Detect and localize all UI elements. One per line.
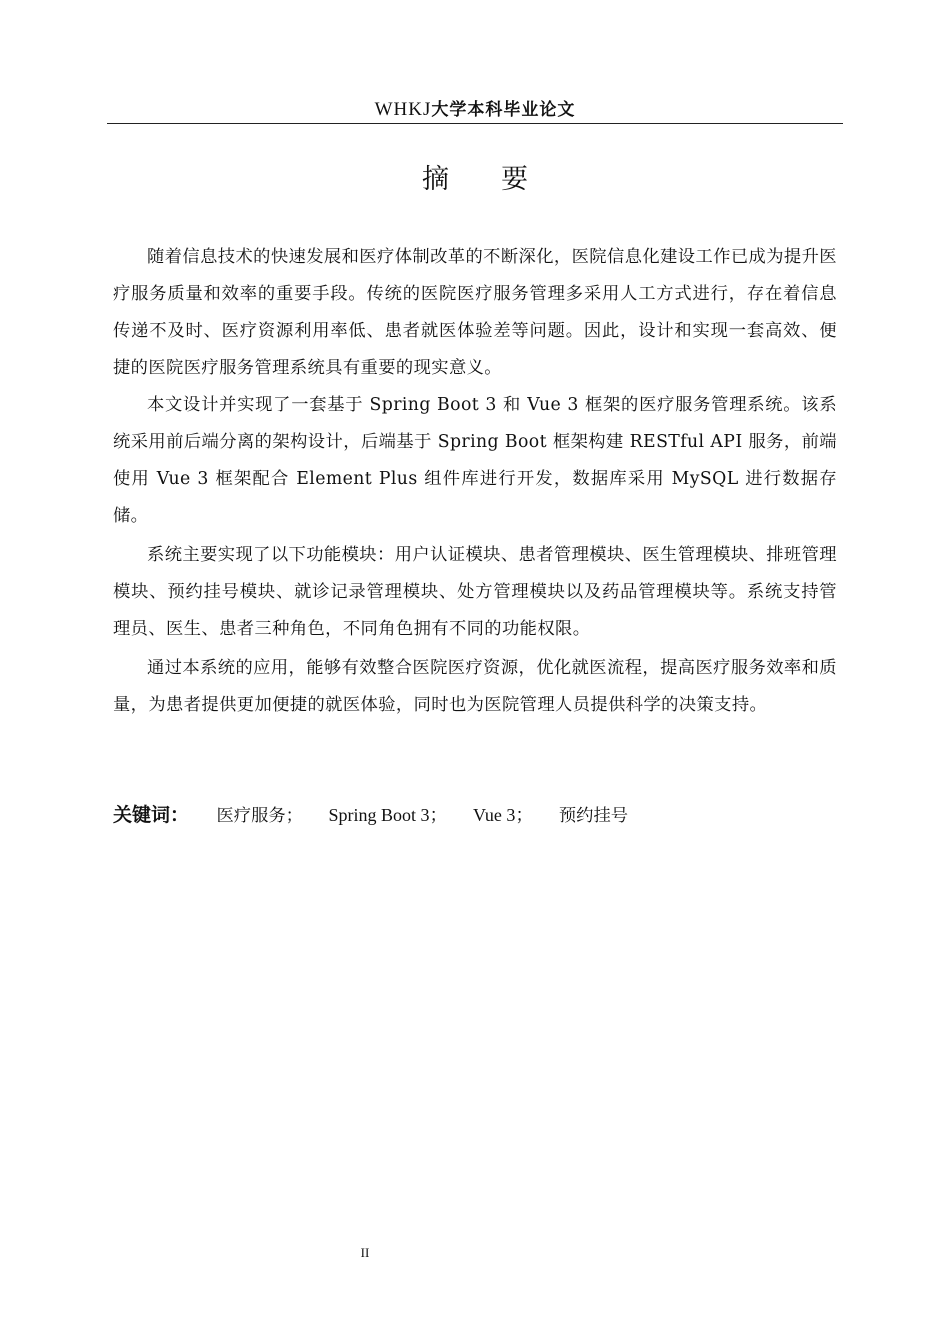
page-number: II [360, 1245, 370, 1260]
abstract-title-char-1: 摘 [422, 164, 449, 195]
abstract-body [113, 239, 837, 724]
abstract-paragraph-4: 通过本系统的应用，能够有效整合医院医疗资源，优化就医流程，提高医疗服务效率和质量，为患者提供更加便捷的就医体验，同时也为医院管理人员提供科学的决策支持。 [113, 658, 837, 715]
abstract-paragraph-1: 随着信息技术的快速发展和医疗体制改革的不断深化，医院信息化建设工作已成为提升医疗服务质量和效率的重要手段。传统的医院医疗服务管理多采用人工方式进行，存在着信息传递不及时、医疗资源利用率低、患者就医体验差等问题。因此，设计和实现一套高效、便捷的医院医疗服务管理系统具有重要的现实意义。 [113, 247, 837, 378]
running-header [107, 96, 843, 124]
keywords-line [113, 800, 837, 831]
abstract-paragraph-2: 本文设计并实现了一套基于 Spring Boot 3 和 Vue 3 框架的医疗服务管理系统。该系统采用前后端分离的架构设计，后端基于 Spring Boot 框架构建 RESTful API 服务，前端使用 Vue 3 框架配合 Element Plus 组件库进行开发，数据库采用 MySQL 进行数据存储。 [113, 395, 837, 526]
abstract-title [107, 160, 843, 200]
keyword-item: 预约挂号 [558, 806, 629, 826]
header-school: WHKJ [374, 99, 432, 120]
keyword-item: 医疗服务； [216, 806, 303, 826]
abstract-paragraph-3: 系统主要实现了以下功能模块：用户认证模块、患者管理模块、医生管理模块、排班管理模块、预约挂号模块、就诊记录管理模块、处方管理模块以及药品管理模块等。系统支持管理员、医生、患者三种角色，不同角色拥有不同的功能权限。 [113, 545, 837, 639]
keyword-item: Vue 3； [472, 805, 534, 825]
keyword-item: Spring Boot 3； [328, 805, 448, 825]
header-title: 大学本科毕业论文 [431, 100, 576, 120]
keywords-label: 关键词： [113, 804, 190, 826]
abstract-title-char-2: 要 [501, 164, 528, 195]
